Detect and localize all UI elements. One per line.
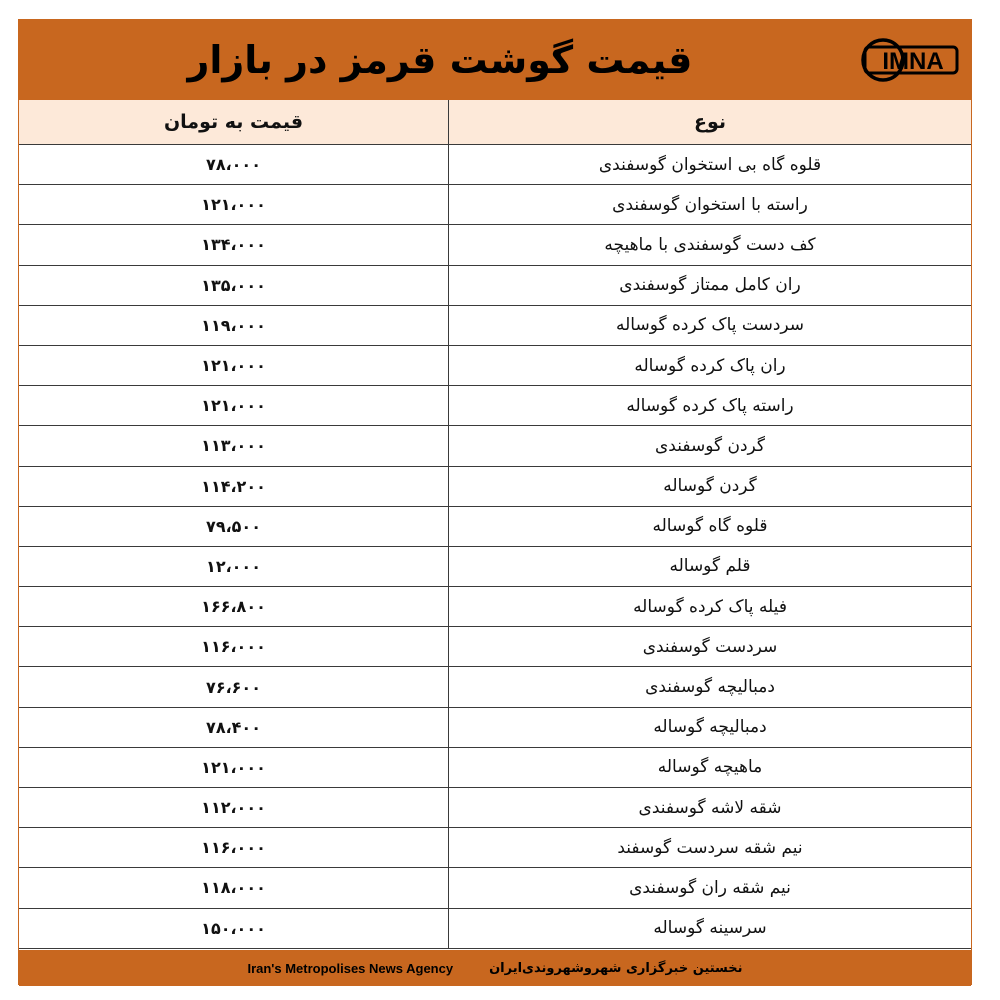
table-row [19, 225, 971, 265]
type-cell: سرسینه گوساله [653, 918, 767, 939]
footer-english-tagline: Iran's Metropolises News Agency [247, 960, 454, 976]
table-row [19, 788, 971, 828]
type-cell: دمبالیچه گوسفندی [645, 677, 775, 698]
price-cell: ۱۲۱،۰۰۰ [19, 185, 449, 224]
footer-bar [19, 950, 971, 986]
table-row [19, 507, 971, 547]
table-row [19, 467, 971, 507]
price-cell: ۱۱۶،۰۰۰ [19, 828, 449, 867]
price-cell: ۱۲۱،۰۰۰ [19, 748, 449, 787]
title-bar [19, 20, 971, 100]
type-cell: نیم شقه سردست گوسفند [617, 837, 803, 858]
price-cell: ۱۱۹،۰۰۰ [19, 306, 449, 345]
price-cell: ۱۱۸،۰۰۰ [19, 868, 449, 907]
table-row [19, 627, 971, 667]
type-cell: فیله پاک کرده گوساله [633, 596, 787, 617]
price-cell: ۱۵۰،۰۰۰ [19, 909, 449, 948]
type-cell: ران پاک کرده گوساله [634, 355, 786, 376]
type-cell: شقه لاشه گوسفندی [638, 797, 782, 818]
type-cell: راسته با استخوان گوسفندی [612, 194, 808, 215]
table-row [19, 346, 971, 386]
price-cell: ۷۹،۵۰۰ [19, 507, 449, 546]
price-cell: ۱۲۱،۰۰۰ [19, 346, 449, 385]
price-column-header: قیمت به تومان [19, 100, 449, 144]
table-row [19, 185, 971, 225]
price-cell: ۱۳۵،۰۰۰ [19, 266, 449, 305]
type-cell: ران کامل ممتاز گوسفندی [619, 275, 801, 296]
table-row [19, 426, 971, 466]
price-cell: ۱۶۶،۸۰۰ [19, 587, 449, 626]
imna-logo [861, 38, 961, 82]
table-row [19, 386, 971, 426]
table-row [19, 266, 971, 306]
table-header-row [19, 100, 971, 145]
table-row [19, 868, 971, 908]
table-row [19, 145, 971, 185]
table-row [19, 708, 971, 748]
table-row [19, 748, 971, 788]
table-row [19, 547, 971, 587]
type-cell: دمبالیچه گوساله [653, 717, 767, 738]
type-cell: گردن گوسفندی [655, 435, 766, 456]
type-cell: قلوه گاه گوساله [652, 516, 768, 537]
price-cell: ۱۱۴،۲۰۰ [19, 467, 449, 506]
type-cell: سردست گوسفندی [642, 636, 778, 657]
type-column-header: نوع [693, 111, 727, 133]
type-cell: راسته پاک کرده گوساله [626, 395, 794, 416]
table-row [19, 828, 971, 868]
footer-persian-tagline: نخستین خبرگزاری شهروشهروندی‌ایران [489, 960, 743, 976]
type-cell: نیم شقه ران گوسفندی [629, 877, 791, 898]
type-cell: ماهیچه گوساله [657, 757, 763, 778]
price-cell: ۱۲۱،۰۰۰ [19, 386, 449, 425]
price-cell: ۱۱۶،۰۰۰ [19, 627, 449, 666]
price-cell: ۷۸،۴۰۰ [19, 708, 449, 747]
type-cell: سردست پاک کرده گوساله [616, 315, 805, 336]
table-row [19, 587, 971, 627]
price-cell: ۷۶،۶۰۰ [19, 667, 449, 706]
type-cell: گردن گوساله [663, 476, 757, 497]
table-row [19, 667, 971, 707]
price-cell: ۱۱۲،۰۰۰ [19, 788, 449, 827]
price-cell: ۱۲،۰۰۰ [19, 547, 449, 586]
price-table-card [18, 19, 972, 985]
type-cell: کف دست گوسفندی با ماهیچه [604, 234, 816, 255]
price-cell: ۱۱۳،۰۰۰ [19, 426, 449, 465]
price-cell: ۷۸،۰۰۰ [19, 145, 449, 184]
table-row [19, 306, 971, 346]
price-cell: ۱۳۴،۰۰۰ [19, 225, 449, 264]
type-cell: قلوه گاه بی استخوان گوسفندی [598, 154, 822, 175]
logo-wordmark: IMNA [882, 48, 944, 75]
type-cell: قلم گوساله [669, 556, 751, 577]
table-row [19, 909, 971, 949]
price-table [19, 100, 971, 949]
page-title: قیمت گوشت قرمز در بازار [187, 38, 693, 82]
